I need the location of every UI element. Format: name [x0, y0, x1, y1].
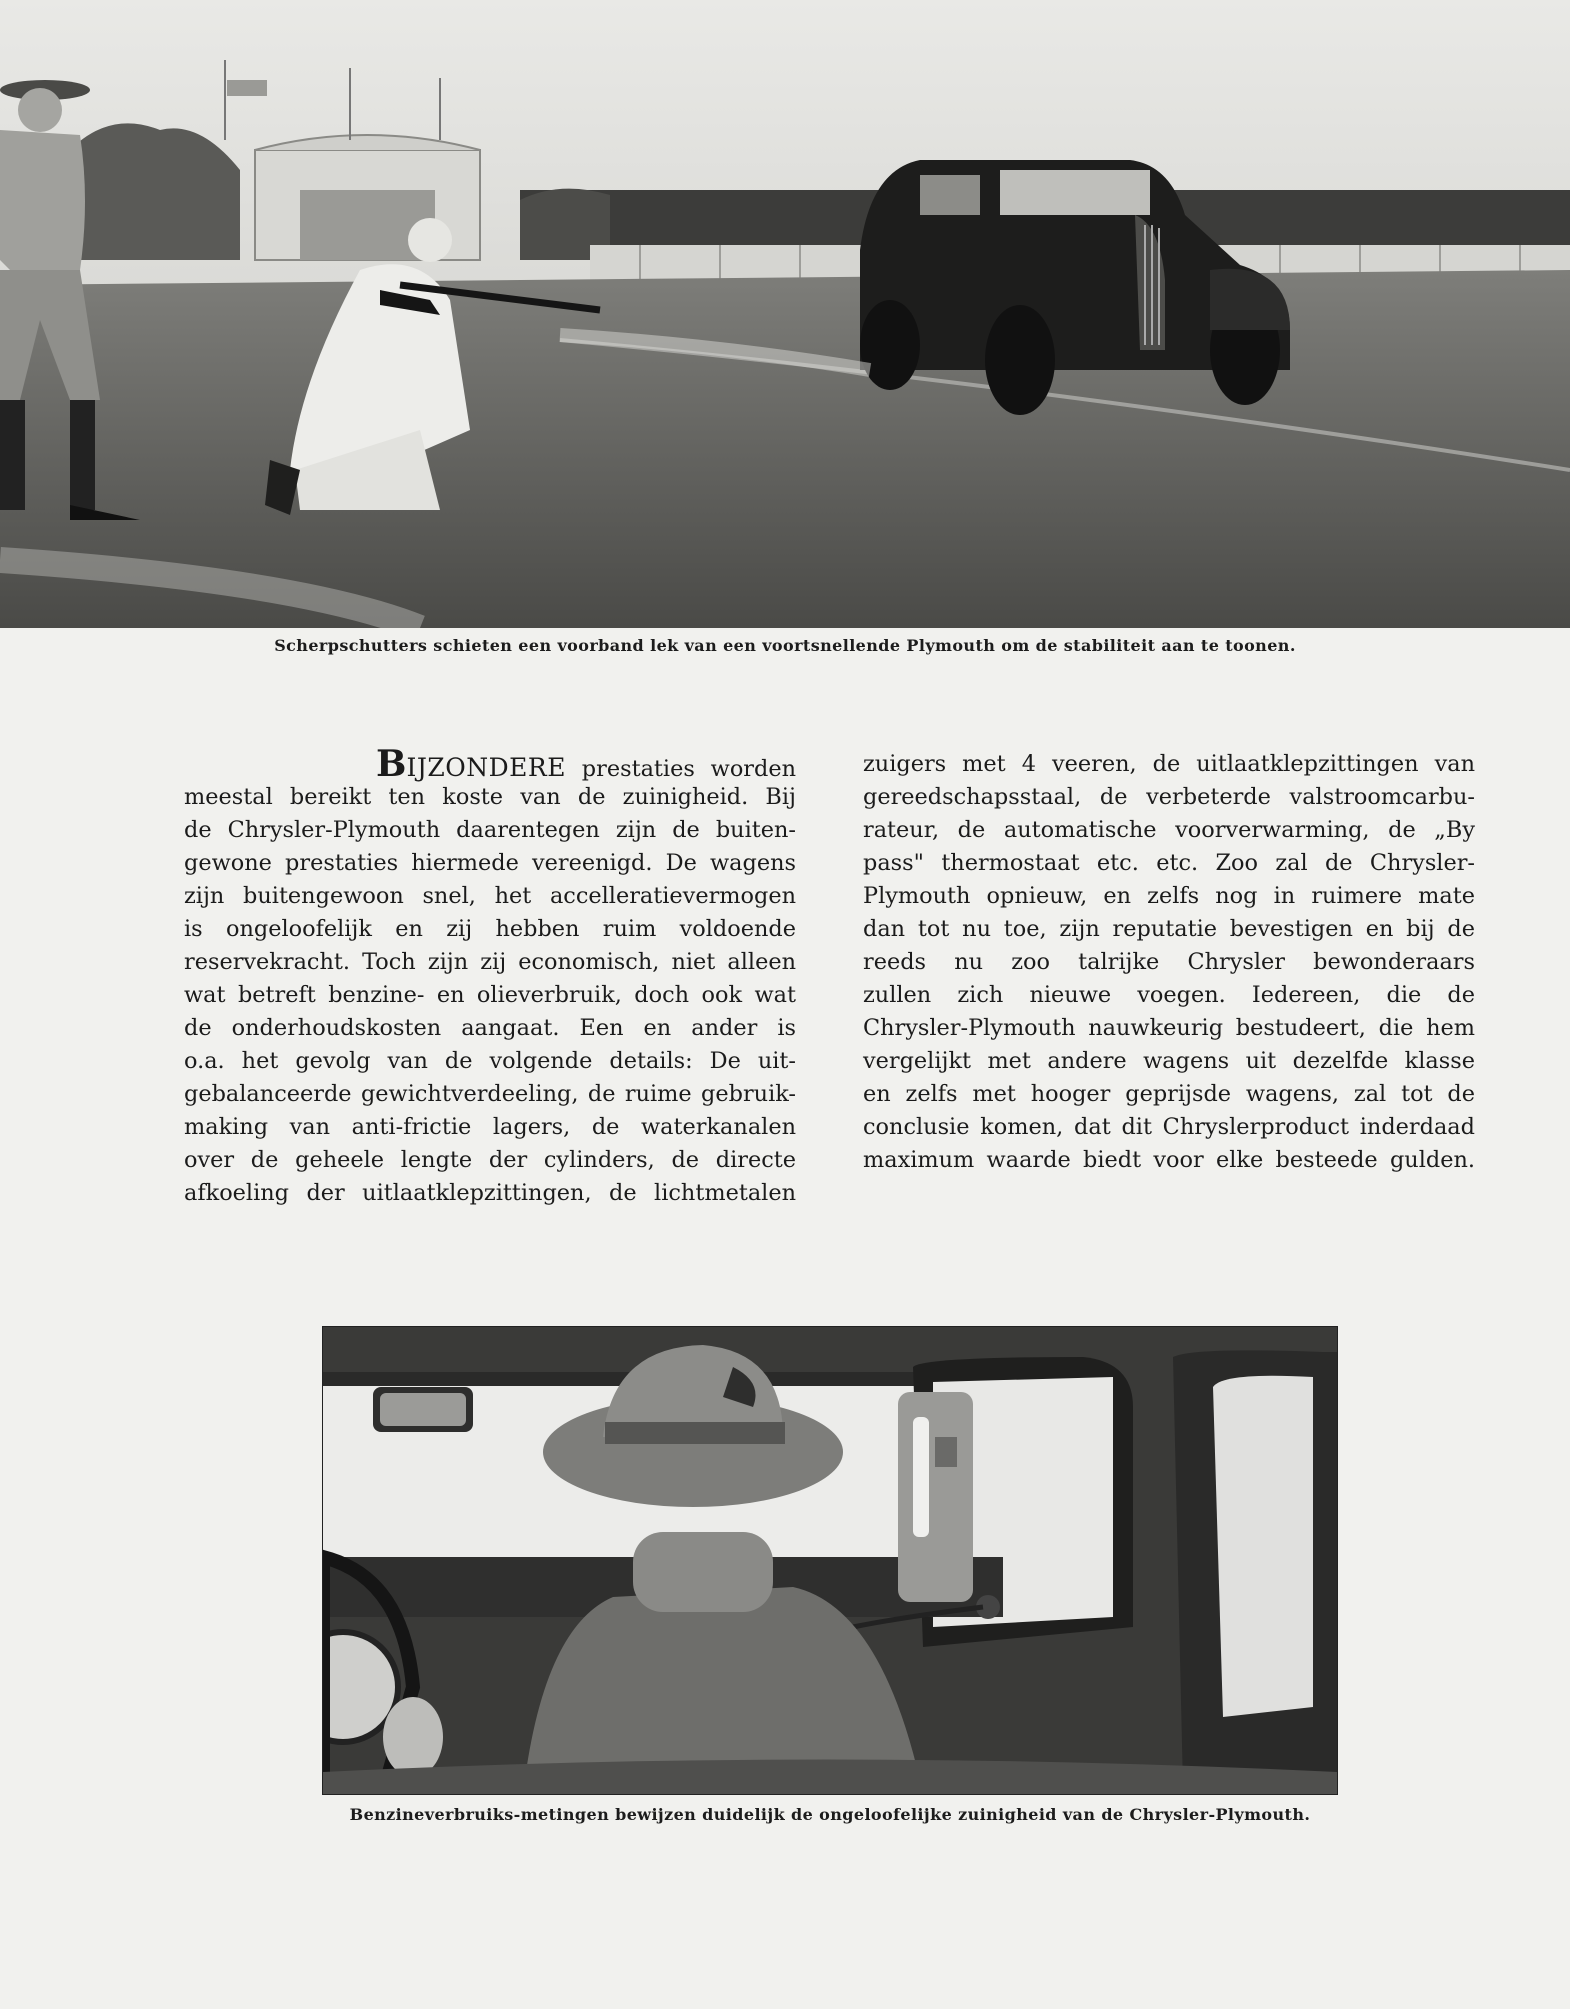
article-line: rateur, de automatische voorverwarming, de „By	[863, 817, 1475, 843]
article-line: over de geheele lengte der cylinders, de directe	[184, 1147, 796, 1173]
article-line: dan tot nu toe, zijn reputatie bevestigen en bij de	[863, 916, 1475, 942]
article-line: Chrysler-Plymouth nauwkeurig bestudeert, die hem	[863, 1015, 1475, 1041]
photo-caption-bottom: Benzineverbruiks-metingen bewijzen duidelijk de ongeloofelijke zuinigheid van de Chrysler-Plymouth.	[349, 1805, 1311, 1824]
article-line: gereedschapsstaal, de verbeterde valstroomcarbu-	[863, 784, 1475, 810]
article-line: conclusie komen, dat dit Chryslerproduct inderdaad	[863, 1114, 1475, 1140]
article-line: reeds nu zoo talrijke Chrysler bewonderaars	[863, 949, 1475, 975]
article-line: is ongeloofelijk en zij hebben ruim voldoende	[184, 916, 796, 942]
article-line: de Chrysler-Plymouth daarentegen zijn de buiten-	[184, 817, 796, 843]
photo-fuel-illustration	[323, 1327, 1337, 1794]
article-line: de onderhoudskosten aangaat. Een en ander is	[184, 1015, 796, 1041]
photo-fuel-measurement	[322, 1326, 1338, 1795]
photo-marksman-plymouth	[0, 0, 1570, 628]
lead-word: IJZONDERE	[406, 753, 566, 782]
article-line: wat betreft benzine- en olieverbruik, doch ook wat	[184, 982, 796, 1008]
article-column-right	[863, 748, 1475, 1177]
photo-caption-top: Scherpschutters schieten een voorband lek van een voortsnellende Plymouth om de stabiliteit aan te toonen.	[274, 636, 1296, 655]
article-line: o.a. het gevolg van de volgende details: De uit-	[184, 1048, 796, 1074]
article-line: gewone prestaties hiermede vereenigd. De wagens	[184, 850, 796, 876]
dropcap: B	[376, 743, 407, 785]
article-line: gebalanceerde gewichtverdeeling, de ruime gebruik-	[184, 1081, 796, 1107]
article-line: zuigers met 4 veeren, de uitlaatklepzittingen van	[863, 751, 1475, 777]
article-line: zullen zich nieuwe voegen. Iedereen, die de	[863, 982, 1475, 1008]
article-line: afkoeling der uitlaatklepzittingen, de lichtmetalen	[184, 1180, 796, 1206]
article-line: zijn buitengewoon snel, het accelleratievermogen	[184, 883, 796, 909]
article-line: en zelfs met hooger geprijsde wagens, zal tot de	[863, 1081, 1475, 1107]
article-line: Plymouth opnieuw, en zelfs nog in ruimere mate	[863, 883, 1475, 909]
article-line: maximum waarde biedt voor elke besteede gulden.	[863, 1147, 1475, 1173]
article-line: meestal bereikt ten koste van de zuinigheid. Bij	[184, 784, 796, 810]
article-line: prestaties worden	[581, 756, 797, 782]
photo-marksman-illustration	[0, 0, 1570, 628]
article-line: pass" thermostaat etc. etc. Zoo zal de Chrysler-	[863, 850, 1475, 876]
article-first-line	[184, 743, 797, 785]
article-line: making van anti-frictie lagers, de waterkanalen	[184, 1114, 796, 1140]
article-column-left	[184, 743, 797, 1210]
article-line: reservekracht. Toch zijn zij economisch, niet alleen	[184, 949, 796, 975]
article-line: vergelijkt met andere wagens uit dezelfde klasse	[863, 1048, 1475, 1074]
